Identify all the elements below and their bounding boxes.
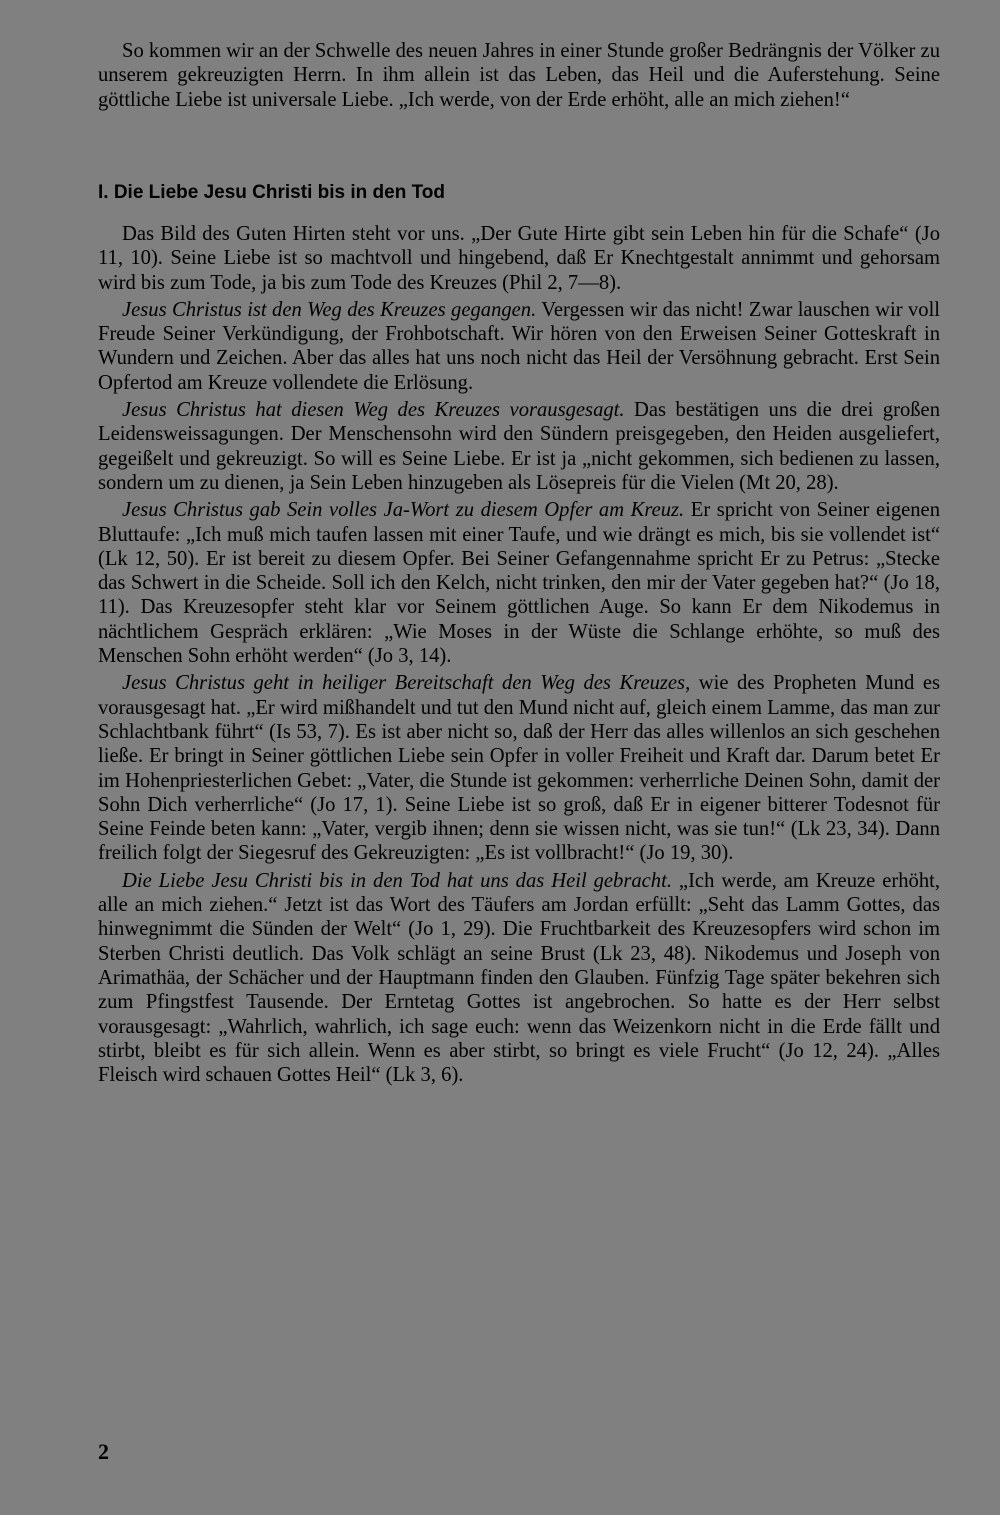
- body-paragraph-6: [98, 869, 940, 1088]
- paragraph-text: Vergessen wir das nicht! Zwar lauschen wir voll Freude Seiner Verkündigung, der Frohbotschaft. Wir hören von den Erweisen Seiner Gotteskraft in Wundern und Zeichen. Aber das alles hat uns noch nicht das Heil der Versöhnung gebracht. Erst Sein Opfertod am Kreuze vollendete die Erlösung.: [98, 298, 941, 394]
- paragraph-text: Das Bild des Guten Hirten steht vor uns. „Der Gute Hirte gibt sein Leben hin für die Schafe“ (Jo 11, 10). Seine Liebe ist so machtvoll und hingebend, daß Er Knechtgestalt annimmt und gehorsam wird bis zum Tode, ja bis zum Tode des Kreuzes (Phil 2, 7—8).: [98, 223, 940, 294]
- intro-paragraph-block: [98, 39, 940, 112]
- body-paragraph-4: [98, 498, 940, 668]
- section-body: [98, 222, 940, 1087]
- paragraph-lead-italic: Jesus Christus geht in heiliger Bereitschaft den Weg des Kreuzes,: [122, 672, 691, 695]
- body-paragraph-3: [98, 398, 940, 495]
- paragraph-text: Er spricht von Seiner eigenen Bluttaufe: „Ich muß mich taufen lassen mit einer Taufe, und wie drängt es mich, bis sie vollendet ist“ (Lk 12, 50). Er ist bereit zu diesem Opfer. Bei Seiner Gefangennahme spricht Er zu Petrus: „Stecke das Schwert in die Scheide. Soll ich den Kelch, nicht trinken, den mir der Vater gegeben hat?“ (Jo 18, 11). Das Kreuzesopfer steht klar vor Seinem göttlichen Auge. So kann Er dem Nikodemus in nächtlichem Gespräch erklären: „Wie Moses in der Wüste die Schlange erhöhte, so muß des Menschen Sohn erhöht werden“ (Jo 3, 14).: [98, 499, 940, 668]
- paragraph-text: Das bestätigen uns die drei großen Leidensweissagungen. Der Menschensohn wird den Sündern preisgegeben, den Heiden ausgeliefert, gegeißelt und gekreuzigt. So will es Seine Liebe. Er ist ja „nicht gekommen, sich bedienen zu lassen, sondern um zu dienen, ja Sein Leben hinzugeben als Lösepreis für die Vielen (Mt 20, 28).: [98, 399, 940, 494]
- paragraph-text: wie des Propheten Mund es vorausgesagt hat. „Er wird mißhandelt und tut den Mund nicht auf, gleich einem Lamme, das man zur Schlachtbank führt“ (Is 53, 7). Es ist aber nicht so, daß der Herr das alles willenlos an sich geschehen ließe. Er bringt in Seiner göttlichen Liebe sein Opfer in voller Freiheit und Kraft dar. Darum betet Er im Hohenpriesterlichen Gebet: „Vater, die Stunde ist gekommen: verherrliche Deinen Sohn, damit der Sohn Dich verherrliche“ (Jo 17, 1). Seine Liebe ist so groß, daß Er in eigener bitterer Todesnot für Seine Feinde beten kann: „Vater, vergib ihnen; denn sie wissen nicht, was sie tun!“ (Lk 23, 34). Dann freilich folgt der Siegesruf des Gekreuzigten: „Es ist vollbracht!“ (Jo 19, 30).: [98, 672, 940, 865]
- body-paragraph-2: [98, 298, 940, 395]
- page-number: 2: [98, 1439, 109, 1464]
- paragraph-lead-italic: Jesus Christus ist den Weg des Kreuzes gegangen.: [122, 298, 537, 321]
- paragraph-text: „Ich werde, am Kreuze erhöht, alle an mich ziehen.“ Jetzt ist das Wort des Täufers am Jordan erfüllt: „Seht das Lamm Gottes, das hinwegnimmt die Sünden der Welt“ (Jo 1, 29). Die Fruchtbarkeit des Kreuzesopfers wird schon im Sterben Christi deutlich. Das Volk schlägt an seine Brust (Lk 23, 48). Nikodemus und Joseph von Arimathäa, der Schächer und der Hauptmann finden den Glauben. Fünfzig Tage später bekehren sich zum Pfingstfest Tausende. Der Erntetag Gottes ist angebrochen. So hatte es der Herr selbst vorausgesagt: „Wahrlich, wahrlich, ich sage euch: wenn das Weizenkorn nicht in die Erde fällt und stirbt, bleibt es für sich allein. Wenn es aber stirbt, so bringt es viele Frucht“ (Jo 12, 24). „Alles Fleisch wird schauen Gottes Heil“ (Lk 3, 6).: [98, 869, 940, 1087]
- section-heading: I. Die Liebe Jesu Christi bis in den Tod: [98, 182, 445, 203]
- paragraph-lead-italic: Jesus Christus gab Sein volles Ja-Wort zu diesem Opfer am Kreuz.: [122, 499, 685, 522]
- paragraph-lead-italic: Jesus Christus hat diesen Weg des Kreuzes vorausgesagt.: [122, 399, 625, 422]
- body-paragraph-1: [98, 222, 940, 295]
- body-paragraph-5: [98, 671, 940, 865]
- intro-paragraph: So kommen wir an der Schwelle des neuen Jahres in einer Stunde großer Bedrängnis der Völker zu unserem gekreuzigten Herrn. In ihm allein ist das Leben, das Heil und die Auferstehung. Seine göttliche Liebe ist universale Liebe. „Ich werde, von der Erde erhöht, alle an mich ziehen!“: [98, 40, 940, 111]
- paragraph-lead-italic: Die Liebe Jesu Christi bis in den Tod hat uns das Heil gebracht.: [122, 869, 672, 892]
